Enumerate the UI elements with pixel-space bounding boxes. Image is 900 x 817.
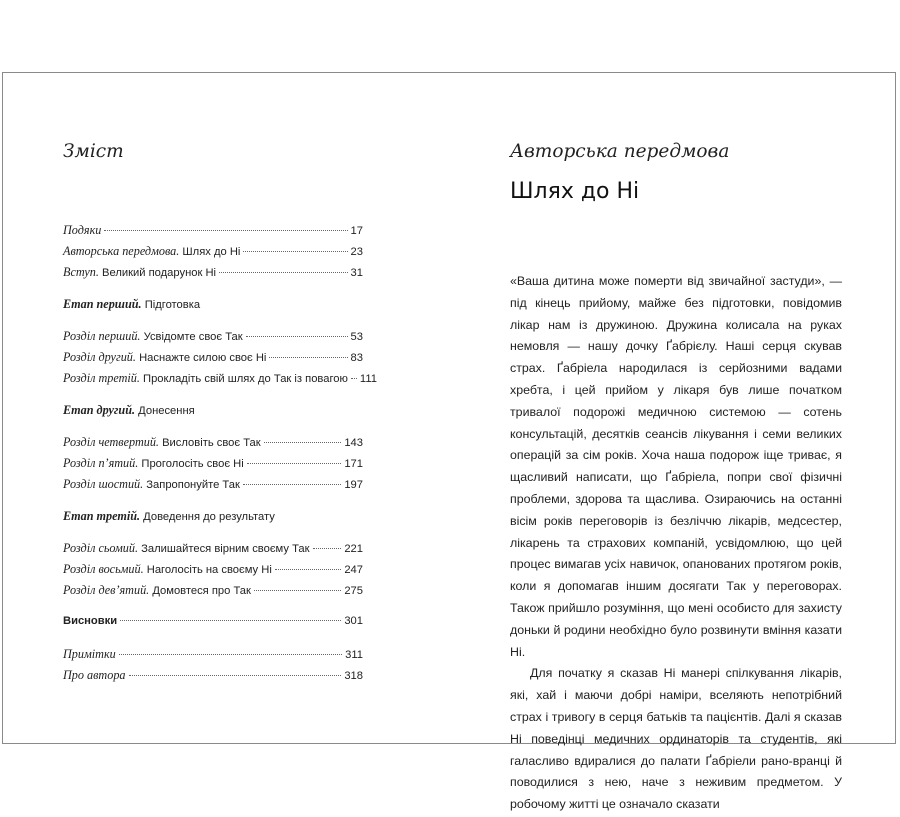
toc-entry[interactable]: Про автора 318 xyxy=(63,668,363,682)
dot-leader xyxy=(269,357,347,358)
page-number: 23 xyxy=(350,246,363,258)
page-number: 301 xyxy=(344,615,363,627)
toc-entry[interactable]: Розділ третій. Прокладіть свій шлях до Так із повагою 111 xyxy=(63,371,377,385)
toc-title: Зміст xyxy=(63,141,124,162)
toc-entry[interactable]: Розділ шостий. Запропонуйте Так 197 xyxy=(63,477,363,491)
toc-part-heading[interactable]: Етап другий. Донесення xyxy=(63,403,195,417)
dot-leader xyxy=(313,548,342,549)
left-page xyxy=(3,73,450,743)
dot-leader xyxy=(119,654,342,655)
toc-entry[interactable]: Розділ другий. Наснажте силою своє Ні 83 xyxy=(63,350,363,364)
dot-leader xyxy=(104,230,347,231)
spacer xyxy=(63,636,363,647)
page-number: 111 xyxy=(359,373,377,385)
section-kicker: Авторська передмова xyxy=(510,141,730,162)
toc-entry[interactable]: Подяки 17 xyxy=(63,223,363,237)
spacer xyxy=(63,318,363,329)
page-number: 171 xyxy=(344,458,363,470)
page-number: 221 xyxy=(344,543,363,555)
page-number: 318 xyxy=(344,670,363,682)
toc-entry[interactable]: Розділ дев’ятий. Домовтеся про Так 275 xyxy=(63,583,363,597)
spacer xyxy=(63,604,363,615)
toc-part-heading[interactable]: Етап третій. Доведення до результату xyxy=(63,509,275,523)
toc-entry[interactable]: Розділ п’ятий. Проголосіть своє Ні 171 xyxy=(63,456,363,470)
toc-entry[interactable]: Розділ перший. Усвідомте своє Так 53 xyxy=(63,329,363,343)
chapter-title: Шлях до Ні xyxy=(510,179,640,204)
toc-entry[interactable]: Примітки 311 xyxy=(63,647,363,661)
page-number: 247 xyxy=(344,564,363,576)
dot-leader xyxy=(243,484,341,485)
spacer xyxy=(63,530,363,541)
page-number: 311 xyxy=(345,649,363,661)
dot-leader xyxy=(264,442,342,443)
page-number: 31 xyxy=(350,267,363,279)
page-number: 53 xyxy=(350,331,363,343)
dot-leader xyxy=(254,590,341,591)
toc-part-heading[interactable]: Етап перший. Підготовка xyxy=(63,297,201,311)
page-number: 83 xyxy=(350,352,363,364)
toc-entry[interactable]: Вступ. Великий подарунок Ні 31 xyxy=(63,265,363,279)
toc-entry[interactable]: Розділ четвертий. Висловіть своє Так 143 xyxy=(63,435,363,449)
spacer xyxy=(63,424,363,435)
table-of-contents xyxy=(63,223,377,689)
dot-leader xyxy=(247,463,342,464)
dot-leader xyxy=(129,675,342,676)
toc-entry[interactable]: Розділ восьмий. Наголосіть на своєму Ні 247 xyxy=(63,562,363,576)
body-text xyxy=(510,271,842,816)
paragraph: Для початку я сказав Ні манері спілкування лікарів, які, хай і маючи добрі наміри, вселяють непотрібний страх і тривогу в серця батьків та пацієнтів. Далі я сказав Ні поведінці медичних ординаторів та студентів, які галасливо вдиралися до палати Ґабріели рано-вранці й поводилися з нею, наче з неживим предметом. У робочому житті це означало сказати xyxy=(510,666,842,812)
dot-leader xyxy=(120,620,341,621)
dot-leader xyxy=(246,336,348,337)
right-page xyxy=(450,73,897,812)
page-number: 197 xyxy=(344,479,363,491)
dot-leader xyxy=(243,251,347,252)
page-number: 143 xyxy=(344,437,363,449)
dot-leader xyxy=(351,378,357,379)
toc-entry-conclusions[interactable]: Висновки 301 xyxy=(63,615,363,627)
page-number: 17 xyxy=(350,225,363,237)
spacer xyxy=(63,392,363,403)
spacer xyxy=(63,498,363,509)
book-spread xyxy=(2,72,896,812)
spacer xyxy=(63,286,363,297)
toc-entry[interactable]: Авторська передмова. Шлях до Ні 23 xyxy=(63,244,363,258)
paragraph: «Ваша дитина може померти від звичайної застуди», — під кінець прийому, майже без підготовки, повідомив лікар нам із дружиною. Дружина колисала на руках немовля — нашу дочку Ґабрієлу. Наші серця скував страх. Ґабріела народилася із серйозними вадами хребта, і цей прийом у лікаря був лише початком тривалої подорожі медичною системою — сотень консультацій, десятків сеансів лікування і семи великих операцій за сім років. Хоча наша подорож іще триває, я щасливий написати, що Ґабріела, попри свої фізичні проблеми, здорова та щаслива. Озираючись на останні вісім років переговорів із безліччю лікарів, медсестер, лікарень та страхових компаній, усвідомлюю, що цей процес вимагав усіх навичок, опанованих протягом років, коли я допомагав іншим досягати Так у переговорах. Також прийшло розуміння, що мені особисто для захисту доньки й родини необхідно було розвинути вміння казати Ні. xyxy=(510,274,842,659)
dot-leader xyxy=(275,569,342,570)
dot-leader xyxy=(219,272,347,273)
page-number: 275 xyxy=(344,585,363,597)
toc-entry[interactable]: Розділ сьомий. Залишайтеся вірним своєму Так 221 xyxy=(63,541,363,555)
